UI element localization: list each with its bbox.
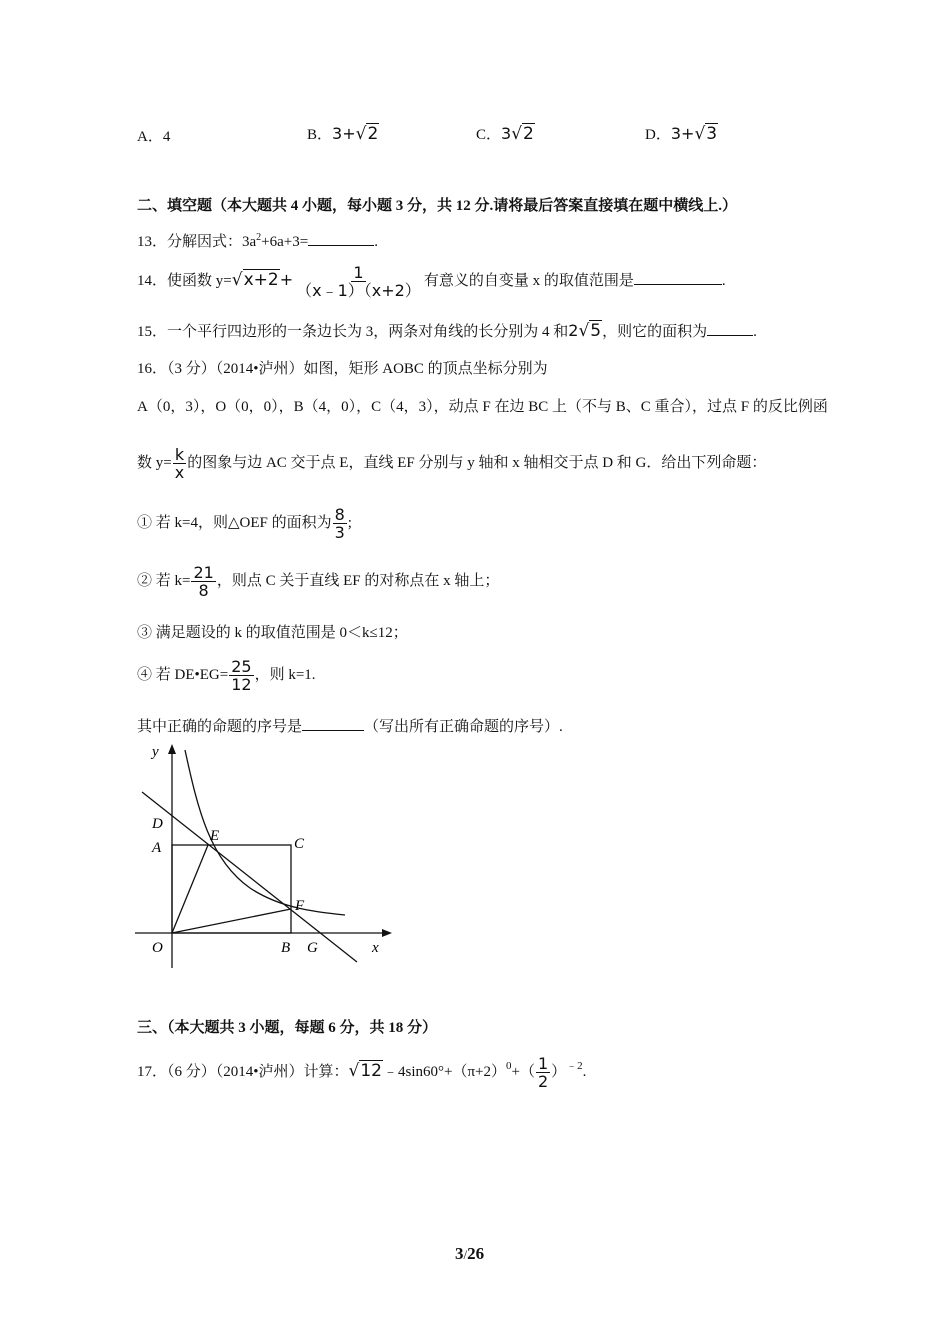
label-e: E	[210, 828, 220, 844]
fraction: $\frac{21}{8}$	[193, 563, 214, 600]
question-16-line3: 数 y= $\frac{k}{x}$ 的图象与边 AC 交于点 E，直线 EF 分别与 y 轴和 x 轴相交于点 D 和 G．给出下列命题：	[137, 445, 767, 482]
sqrt-icon: √2	[355, 124, 379, 144]
statement-3: ③ 满足题设的 k 的取值范围是 0＜k≤12；	[137, 625, 408, 641]
label-g: G	[307, 940, 318, 956]
label-d: D	[152, 816, 163, 832]
label-c: C	[294, 836, 305, 852]
segment-of	[172, 909, 291, 933]
line-dg	[142, 792, 357, 962]
statement-4: ④ 若 DE•EG= $\frac{25}{12}$ ，则 k=1.	[137, 657, 316, 694]
label-x: x	[372, 940, 379, 956]
option-c: C．3√2	[476, 124, 534, 144]
label-f: F	[295, 898, 305, 914]
answer-blank[interactable]	[308, 231, 374, 246]
sqrt-icon: √x+2	[231, 269, 279, 290]
answer-blank[interactable]	[302, 716, 364, 731]
answer-blank[interactable]	[707, 321, 753, 336]
section-heading: 二、填空题（本大题共 4 小题，每小题 3 分，共 12 分.请将最后答案直接填在题中横线上.）	[137, 198, 738, 214]
statement-1: ① 若 k=4，则△OEF 的面积为 $\frac{8}{3}$ ;	[137, 505, 352, 542]
option-b: B．3+√2	[307, 124, 379, 144]
question-17: 17．（6 分）（2014•泸州）计算：$√12﹣4\sin 60^\circ+(\pi+2)^0+$（ $\frac{1}{2}$ ）$^{﹣2}$.	[137, 1054, 587, 1091]
sqrt-icon: √5	[578, 321, 602, 341]
geometry-figure	[130, 740, 400, 975]
hyperbola-curve	[185, 750, 345, 915]
question-16-line1: 16．（3 分）（2014•泸州）如图，矩形 AOBC 的顶点坐标分别为	[137, 361, 548, 377]
question-14: 14．使函数 y=√x+2+ $\frac{1}{(x﹣1)(x+2)}$ 有意义的自变量 x 的取值范围是 .	[137, 263, 726, 300]
sqrt-icon: √3	[694, 124, 718, 144]
y-axis-arrow	[168, 744, 176, 754]
statement-2: ② 若 k= $\frac{21}{8}$ ，则点 C 关于直线 EF 的对称点在 x 轴上；	[137, 563, 500, 600]
fraction: $\frac{k}{x}$	[174, 445, 185, 482]
label-a: A	[152, 840, 162, 856]
question-16-answer: 其中正确的命题的序号是 （写出所有正确命题的序号）.	[137, 715, 563, 736]
x-axis-arrow	[382, 929, 392, 937]
segment-oe	[172, 845, 208, 933]
answer-blank[interactable]	[634, 270, 722, 285]
fraction: $\frac{1}{(x﹣1)(x+2)}$	[296, 263, 421, 300]
sqrt-icon: √2	[511, 124, 534, 144]
question-16-line2: A（0，3），O（0，0），B（4，0），C（4，3），动点 F 在边 BC 上（不与 B、C 重合），过点 F 的反比例函	[137, 399, 828, 415]
label-y: y	[152, 744, 159, 760]
option-d: D．3+√3	[645, 124, 718, 144]
label-b: B	[281, 940, 291, 956]
option-a: A．4	[137, 129, 171, 145]
label-o: O	[152, 940, 163, 956]
question-15: 15．一个平行四边形的一条边长为 3，两条对角线的长分别为 4 和2√5，则它的面积为 .	[137, 321, 757, 341]
fraction: $\frac{25}{12}$	[231, 657, 252, 694]
fraction: $\frac{1}{2}$	[537, 1054, 549, 1091]
question-13: 13．分解因式：$3a^2+6a+3=$ .	[137, 232, 378, 250]
sqrt-icon: √12	[348, 1060, 382, 1081]
section-heading: 三、（本大题共 3 小题，每题 6 分，共 18 分）	[137, 1020, 438, 1036]
fraction: $\frac{8}{3}$	[334, 505, 345, 542]
page-number: 3/26	[455, 1244, 485, 1263]
